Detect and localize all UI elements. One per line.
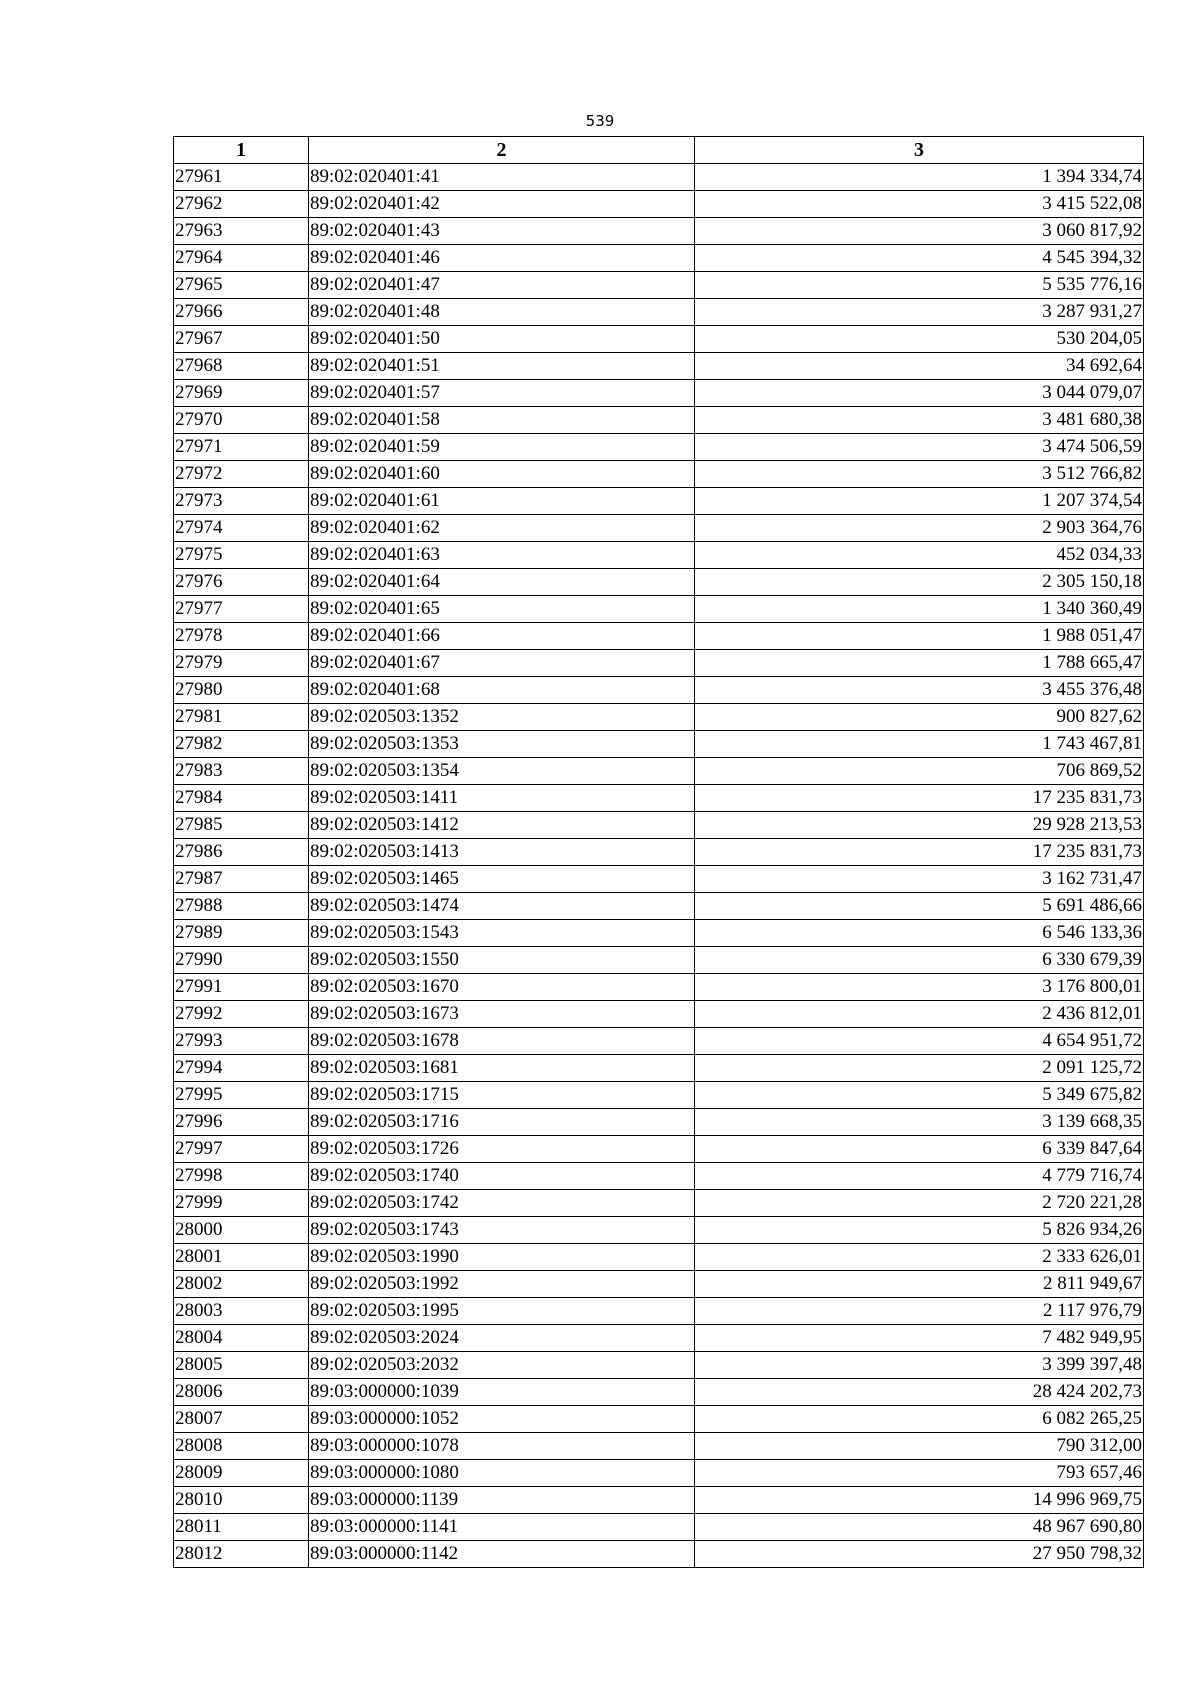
table-row bbox=[174, 542, 1144, 569]
cadastral-number-cell: 89:02:020401:65 bbox=[309, 596, 695, 623]
cadastral-value-cell: 2 305 150,18 bbox=[695, 569, 1144, 596]
cadastral-value-cell: 5 349 675,82 bbox=[695, 1082, 1144, 1109]
cadastral-value-cell: 790 312,00 bbox=[695, 1433, 1144, 1460]
row-number-cell: 28001 bbox=[174, 1244, 309, 1271]
cadastral-value-cell: 27 950 798,32 bbox=[695, 1541, 1144, 1568]
table-row bbox=[174, 299, 1144, 326]
row-number-cell: 27970 bbox=[174, 407, 309, 434]
cadastral-value-cell: 34 692,64 bbox=[695, 353, 1144, 380]
row-number-cell: 27985 bbox=[174, 812, 309, 839]
cadastral-value-cell: 530 204,05 bbox=[695, 326, 1144, 353]
row-number-cell: 27969 bbox=[174, 380, 309, 407]
table-row bbox=[174, 164, 1144, 191]
row-number-cell: 27999 bbox=[174, 1190, 309, 1217]
cadastral-value-cell: 706 869,52 bbox=[695, 758, 1144, 785]
table-row bbox=[174, 407, 1144, 434]
table-row bbox=[174, 1217, 1144, 1244]
row-number-cell: 27967 bbox=[174, 326, 309, 353]
cadastral-value-cell: 1 743 467,81 bbox=[695, 731, 1144, 758]
cadastral-value-cell: 14 996 969,75 bbox=[695, 1487, 1144, 1514]
cadastral-value-cell: 1 207 374,54 bbox=[695, 488, 1144, 515]
table-row bbox=[174, 1460, 1144, 1487]
cadastral-number-cell: 89:02:020503:1413 bbox=[309, 839, 695, 866]
row-number-cell: 27966 bbox=[174, 299, 309, 326]
table-row bbox=[174, 1082, 1144, 1109]
cadastral-number-cell: 89:03:000000:1141 bbox=[309, 1514, 695, 1541]
row-number-cell: 27964 bbox=[174, 245, 309, 272]
cadastral-number-cell: 89:02:020503:1352 bbox=[309, 704, 695, 731]
table-row bbox=[174, 191, 1144, 218]
cadastral-number-cell: 89:02:020503:1743 bbox=[309, 1217, 695, 1244]
row-number-cell: 27989 bbox=[174, 920, 309, 947]
cadastral-number-cell: 89:03:000000:1139 bbox=[309, 1487, 695, 1514]
table-row bbox=[174, 1352, 1144, 1379]
row-number-cell: 27978 bbox=[174, 623, 309, 650]
cadastral-number-cell: 89:03:000000:1039 bbox=[309, 1379, 695, 1406]
row-number-cell: 27968 bbox=[174, 353, 309, 380]
cadastral-value-cell: 3 176 800,01 bbox=[695, 974, 1144, 1001]
row-number-cell: 27996 bbox=[174, 1109, 309, 1136]
table-row bbox=[174, 1190, 1144, 1217]
cadastral-number-cell: 89:03:000000:1078 bbox=[309, 1433, 695, 1460]
table-row bbox=[174, 569, 1144, 596]
row-number-cell: 27962 bbox=[174, 191, 309, 218]
table-row bbox=[174, 1298, 1144, 1325]
cadastral-number-cell: 89:02:020401:47 bbox=[309, 272, 695, 299]
row-number-cell: 28011 bbox=[174, 1514, 309, 1541]
row-number-cell: 27990 bbox=[174, 947, 309, 974]
table-row bbox=[174, 1514, 1144, 1541]
cadastral-number-cell: 89:03:000000:1080 bbox=[309, 1460, 695, 1487]
cadastral-value-cell: 2 811 949,67 bbox=[695, 1271, 1144, 1298]
cadastral-value-cell: 1 988 051,47 bbox=[695, 623, 1144, 650]
table-row bbox=[174, 353, 1144, 380]
cadastral-number-cell: 89:02:020503:1354 bbox=[309, 758, 695, 785]
cadastral-number-cell: 89:02:020503:2032 bbox=[309, 1352, 695, 1379]
row-number-cell: 28009 bbox=[174, 1460, 309, 1487]
cadastral-value-cell: 2 333 626,01 bbox=[695, 1244, 1144, 1271]
table-row bbox=[174, 1028, 1144, 1055]
cadastral-number-cell: 89:02:020503:1411 bbox=[309, 785, 695, 812]
row-number-cell: 27991 bbox=[174, 974, 309, 1001]
cadastral-value-table bbox=[173, 136, 1144, 1568]
row-number-cell: 27983 bbox=[174, 758, 309, 785]
cadastral-value-cell: 3 415 522,08 bbox=[695, 191, 1144, 218]
cadastral-number-cell: 89:02:020503:1474 bbox=[309, 893, 695, 920]
table-row bbox=[174, 839, 1144, 866]
cadastral-number-cell: 89:02:020401:43 bbox=[309, 218, 695, 245]
cadastral-value-cell: 6 330 679,39 bbox=[695, 947, 1144, 974]
row-number-cell: 27988 bbox=[174, 893, 309, 920]
row-number-cell: 27974 bbox=[174, 515, 309, 542]
cadastral-number-cell: 89:02:020503:1742 bbox=[309, 1190, 695, 1217]
column-header-2: 2 bbox=[309, 137, 695, 164]
table-row bbox=[174, 461, 1144, 488]
cadastral-number-cell: 89:02:020401:67 bbox=[309, 650, 695, 677]
table-row bbox=[174, 1487, 1144, 1514]
cadastral-number-cell: 89:02:020503:1673 bbox=[309, 1001, 695, 1028]
row-number-cell: 27994 bbox=[174, 1055, 309, 1082]
cadastral-number-cell: 89:02:020401:41 bbox=[309, 164, 695, 191]
cadastral-number-cell: 89:02:020401:57 bbox=[309, 380, 695, 407]
cadastral-value-cell: 48 967 690,80 bbox=[695, 1514, 1144, 1541]
row-number-cell: 27987 bbox=[174, 866, 309, 893]
table-row bbox=[174, 1541, 1144, 1568]
row-number-cell: 28004 bbox=[174, 1325, 309, 1352]
table-row bbox=[174, 866, 1144, 893]
cadastral-value-cell: 1 788 665,47 bbox=[695, 650, 1144, 677]
table-row bbox=[174, 677, 1144, 704]
cadastral-value-cell: 3 139 668,35 bbox=[695, 1109, 1144, 1136]
table-row bbox=[174, 1163, 1144, 1190]
cadastral-value-cell: 2 117 976,79 bbox=[695, 1298, 1144, 1325]
cadastral-value-cell: 4 654 951,72 bbox=[695, 1028, 1144, 1055]
cadastral-number-cell: 89:02:020401:58 bbox=[309, 407, 695, 434]
cadastral-number-cell: 89:02:020401:63 bbox=[309, 542, 695, 569]
table-row bbox=[174, 515, 1144, 542]
cadastral-number-cell: 89:02:020401:64 bbox=[309, 569, 695, 596]
row-number-cell: 27979 bbox=[174, 650, 309, 677]
table-row bbox=[174, 1325, 1144, 1352]
row-number-cell: 27973 bbox=[174, 488, 309, 515]
table-row bbox=[174, 947, 1144, 974]
cadastral-value-cell: 5 535 776,16 bbox=[695, 272, 1144, 299]
row-number-cell: 27993 bbox=[174, 1028, 309, 1055]
row-number-cell: 27963 bbox=[174, 218, 309, 245]
cadastral-value-cell: 2 903 364,76 bbox=[695, 515, 1144, 542]
cadastral-number-cell: 89:02:020401:60 bbox=[309, 461, 695, 488]
cadastral-number-cell: 89:02:020503:2024 bbox=[309, 1325, 695, 1352]
cadastral-number-cell: 89:02:020401:59 bbox=[309, 434, 695, 461]
cadastral-value-cell: 1 394 334,74 bbox=[695, 164, 1144, 191]
row-number-cell: 27971 bbox=[174, 434, 309, 461]
table-row bbox=[174, 1406, 1144, 1433]
row-number-cell: 27975 bbox=[174, 542, 309, 569]
cadastral-number-cell: 89:02:020503:1716 bbox=[309, 1109, 695, 1136]
table-row bbox=[174, 380, 1144, 407]
cadastral-number-cell: 89:02:020401:42 bbox=[309, 191, 695, 218]
cadastral-value-cell: 3 060 817,92 bbox=[695, 218, 1144, 245]
row-number-cell: 27981 bbox=[174, 704, 309, 731]
table-row bbox=[174, 704, 1144, 731]
row-number-cell: 27972 bbox=[174, 461, 309, 488]
cadastral-value-cell: 6 082 265,25 bbox=[695, 1406, 1144, 1433]
cadastral-value-cell: 6 546 133,36 bbox=[695, 920, 1144, 947]
cadastral-number-cell: 89:02:020503:1678 bbox=[309, 1028, 695, 1055]
row-number-cell: 28003 bbox=[174, 1298, 309, 1325]
row-number-cell: 28010 bbox=[174, 1487, 309, 1514]
cadastral-value-cell: 3 399 397,48 bbox=[695, 1352, 1144, 1379]
row-number-cell: 27965 bbox=[174, 272, 309, 299]
table-row bbox=[174, 488, 1144, 515]
cadastral-number-cell: 89:02:020503:1353 bbox=[309, 731, 695, 758]
table-row bbox=[174, 245, 1144, 272]
table-row bbox=[174, 596, 1144, 623]
cadastral-value-cell: 3 481 680,38 bbox=[695, 407, 1144, 434]
table-row bbox=[174, 812, 1144, 839]
cadastral-number-cell: 89:02:020503:1543 bbox=[309, 920, 695, 947]
cadastral-value-cell: 29 928 213,53 bbox=[695, 812, 1144, 839]
row-number-cell: 27982 bbox=[174, 731, 309, 758]
cadastral-value-cell: 3 474 506,59 bbox=[695, 434, 1144, 461]
table-row bbox=[174, 785, 1144, 812]
cadastral-number-cell: 89:02:020401:48 bbox=[309, 299, 695, 326]
cadastral-number-cell: 89:02:020503:1681 bbox=[309, 1055, 695, 1082]
cadastral-value-cell: 4 779 716,74 bbox=[695, 1163, 1144, 1190]
cadastral-value-cell: 2 720 221,28 bbox=[695, 1190, 1144, 1217]
row-number-cell: 27980 bbox=[174, 677, 309, 704]
table-row bbox=[174, 1055, 1144, 1082]
row-number-cell: 27995 bbox=[174, 1082, 309, 1109]
cadastral-number-cell: 89:02:020401:66 bbox=[309, 623, 695, 650]
table-row bbox=[174, 623, 1144, 650]
row-number-cell: 27961 bbox=[174, 164, 309, 191]
cadastral-number-cell: 89:02:020503:1740 bbox=[309, 1163, 695, 1190]
row-number-cell: 28008 bbox=[174, 1433, 309, 1460]
cadastral-number-cell: 89:02:020503:1992 bbox=[309, 1271, 695, 1298]
cadastral-value-cell: 2 436 812,01 bbox=[695, 1001, 1144, 1028]
cadastral-value-cell: 2 091 125,72 bbox=[695, 1055, 1144, 1082]
row-number-cell: 27977 bbox=[174, 596, 309, 623]
row-number-cell: 27992 bbox=[174, 1001, 309, 1028]
table-row bbox=[174, 1136, 1144, 1163]
cadastral-value-cell: 900 827,62 bbox=[695, 704, 1144, 731]
cadastral-value-cell: 5 691 486,66 bbox=[695, 893, 1144, 920]
row-number-cell: 27986 bbox=[174, 839, 309, 866]
cadastral-number-cell: 89:03:000000:1052 bbox=[309, 1406, 695, 1433]
row-number-cell: 28007 bbox=[174, 1406, 309, 1433]
cadastral-number-cell: 89:02:020503:1550 bbox=[309, 947, 695, 974]
cadastral-value-cell: 17 235 831,73 bbox=[695, 785, 1144, 812]
table-header-row bbox=[174, 137, 1144, 164]
column-header-1: 1 bbox=[174, 137, 309, 164]
row-number-cell: 28000 bbox=[174, 1217, 309, 1244]
table-row bbox=[174, 974, 1144, 1001]
cadastral-value-cell: 4 545 394,32 bbox=[695, 245, 1144, 272]
cadastral-value-cell: 1 340 360,49 bbox=[695, 596, 1144, 623]
cadastral-value-cell: 3 044 079,07 bbox=[695, 380, 1144, 407]
table-row bbox=[174, 1001, 1144, 1028]
cadastral-value-cell: 793 657,46 bbox=[695, 1460, 1144, 1487]
cadastral-value-cell: 28 424 202,73 bbox=[695, 1379, 1144, 1406]
table-row bbox=[174, 1433, 1144, 1460]
cadastral-number-cell: 89:02:020401:61 bbox=[309, 488, 695, 515]
cadastral-number-cell: 89:02:020503:1465 bbox=[309, 866, 695, 893]
table-row bbox=[174, 893, 1144, 920]
cadastral-number-cell: 89:02:020401:68 bbox=[309, 677, 695, 704]
cadastral-number-cell: 89:02:020503:1715 bbox=[309, 1082, 695, 1109]
table-row bbox=[174, 272, 1144, 299]
table-row bbox=[174, 1244, 1144, 1271]
cadastral-value-cell: 452 034,33 bbox=[695, 542, 1144, 569]
table-body bbox=[174, 164, 1144, 1568]
cadastral-number-cell: 89:02:020503:1670 bbox=[309, 974, 695, 1001]
cadastral-number-cell: 89:02:020401:51 bbox=[309, 353, 695, 380]
cadastral-value-cell: 7 482 949,95 bbox=[695, 1325, 1144, 1352]
row-number-cell: 28005 bbox=[174, 1352, 309, 1379]
table-row bbox=[174, 326, 1144, 353]
row-number-cell: 28006 bbox=[174, 1379, 309, 1406]
column-header-3: 3 bbox=[695, 137, 1144, 164]
row-number-cell: 28002 bbox=[174, 1271, 309, 1298]
row-number-cell: 27976 bbox=[174, 569, 309, 596]
row-number-cell: 27997 bbox=[174, 1136, 309, 1163]
table-row bbox=[174, 920, 1144, 947]
page-number: 539 bbox=[585, 112, 615, 130]
table-row bbox=[174, 650, 1144, 677]
table-row bbox=[174, 218, 1144, 245]
cadastral-number-cell: 89:03:000000:1142 bbox=[309, 1541, 695, 1568]
cadastral-value-cell: 3 287 931,27 bbox=[695, 299, 1144, 326]
table-row bbox=[174, 1109, 1144, 1136]
table-row bbox=[174, 1379, 1144, 1406]
cadastral-value-cell: 3 162 731,47 bbox=[695, 866, 1144, 893]
cadastral-value-cell: 3 512 766,82 bbox=[695, 461, 1144, 488]
cadastral-number-cell: 89:02:020503:1990 bbox=[309, 1244, 695, 1271]
table-row bbox=[174, 758, 1144, 785]
cadastral-value-cell: 5 826 934,26 bbox=[695, 1217, 1144, 1244]
cadastral-number-cell: 89:02:020503:1412 bbox=[309, 812, 695, 839]
cadastral-number-cell: 89:02:020401:46 bbox=[309, 245, 695, 272]
cadastral-value-cell: 3 455 376,48 bbox=[695, 677, 1144, 704]
table-row bbox=[174, 1271, 1144, 1298]
row-number-cell: 27998 bbox=[174, 1163, 309, 1190]
row-number-cell: 28012 bbox=[174, 1541, 309, 1568]
cadastral-number-cell: 89:02:020401:62 bbox=[309, 515, 695, 542]
table-row bbox=[174, 434, 1144, 461]
cadastral-number-cell: 89:02:020503:1726 bbox=[309, 1136, 695, 1163]
cadastral-number-cell: 89:02:020503:1995 bbox=[309, 1298, 695, 1325]
cadastral-value-cell: 6 339 847,64 bbox=[695, 1136, 1144, 1163]
cadastral-number-cell: 89:02:020401:50 bbox=[309, 326, 695, 353]
cadastral-value-cell: 17 235 831,73 bbox=[695, 839, 1144, 866]
row-number-cell: 27984 bbox=[174, 785, 309, 812]
table-row bbox=[174, 731, 1144, 758]
